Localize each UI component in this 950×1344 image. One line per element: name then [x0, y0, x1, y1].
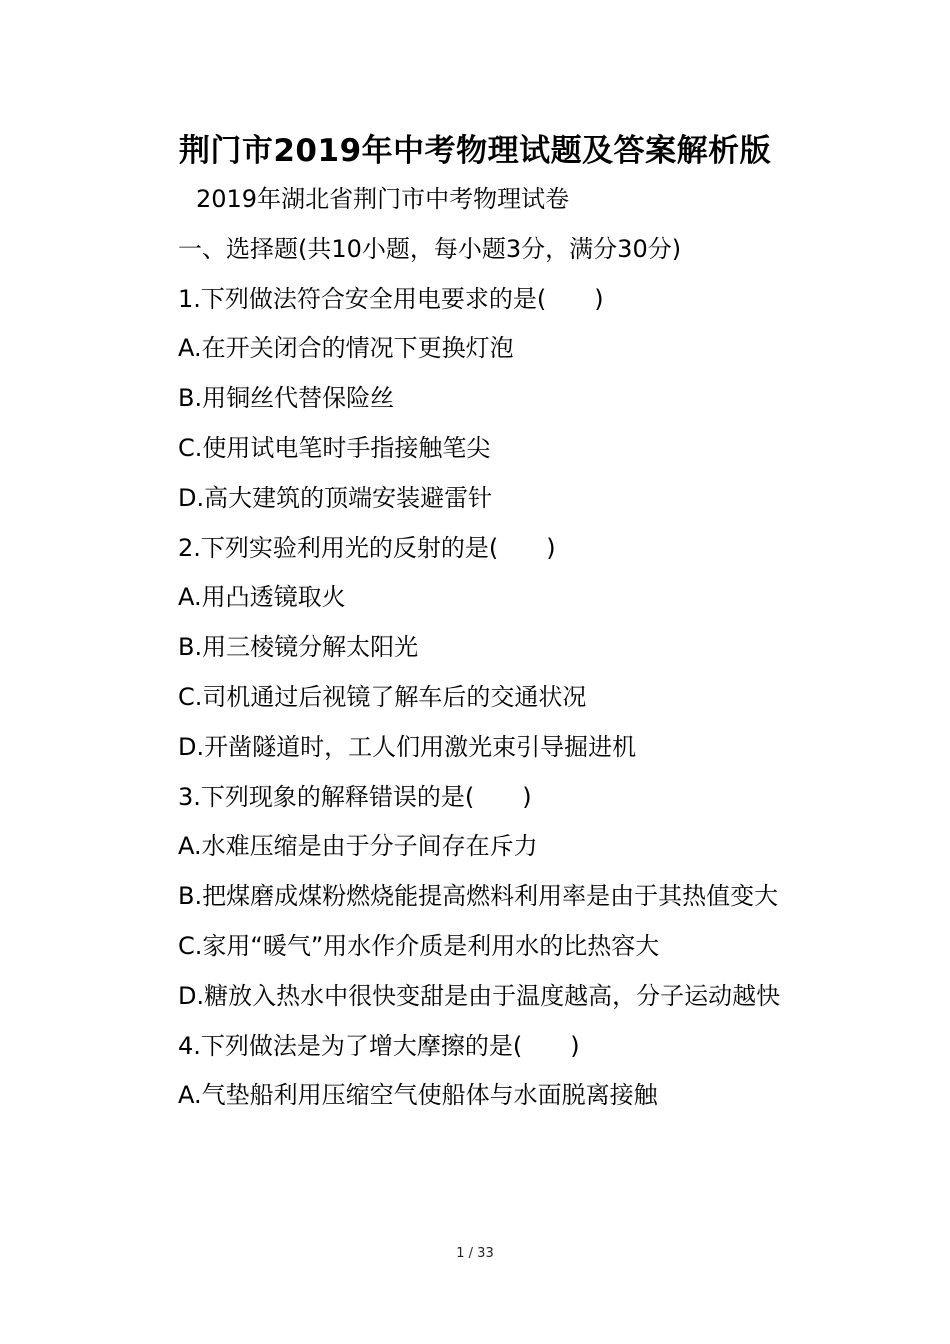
document-title: 荆门市2019年中考物理试题及答案解析版: [178, 133, 772, 169]
question-4-option-a: A.气垫船利用压缩空气使船体与水面脱离接触: [178, 1081, 658, 1110]
document-subtitle: 2019年湖北省荆门市中考物理试卷: [196, 185, 570, 213]
section-heading: 一、选择题(共10小题，每小题3分，满分30分): [178, 234, 682, 263]
question-stem-3: 3.下列现象的解释错误的是( ): [178, 782, 532, 811]
question-3-option-d: D.糖放入热水中很快变甜是由于温度越高，分子运动越快: [178, 981, 781, 1010]
question-3-option-c: C.家用“暖气”用水作介质是利用水的比热容大: [178, 931, 660, 960]
question-1-option-d: D.高大建筑的顶端安装避雷针: [178, 483, 493, 512]
question-2-option-d: D.开凿隧道时，工人们用激光束引导掘进机: [178, 732, 637, 761]
question-2-option-a: A.用凸透镜取火: [178, 583, 346, 612]
question-3-option-a: A.水难压缩是由于分子间存在斥力: [178, 832, 538, 861]
question-1-option-b: B.用铜丝代替保险丝: [178, 384, 395, 413]
question-2-option-b: B.用三棱镜分解太阳光: [178, 633, 419, 662]
document-body: [144, 175, 804, 1121]
question-2-option-c: C.司机通过后视镜了解车后的交通状况: [178, 682, 587, 711]
page-indicator: 1 / 33: [456, 1246, 494, 1261]
question-stem-1: 1.下列做法符合安全用电要求的是( ): [178, 284, 604, 313]
question-3-option-b: B.把煤磨成煤粉燃烧能提高燃料利用率是由于其热值变大: [178, 882, 779, 911]
question-1-option-c: C.使用试电笔时手指接触笔尖: [178, 433, 491, 462]
question-1-option-a: A.在开关闭合的情况下更换灯泡: [178, 334, 514, 363]
question-stem-4: 4.下列做法是为了增大摩擦的是( ): [178, 1031, 580, 1060]
question-stem-2: 2.下列实验利用光的反射的是( ): [178, 533, 556, 562]
